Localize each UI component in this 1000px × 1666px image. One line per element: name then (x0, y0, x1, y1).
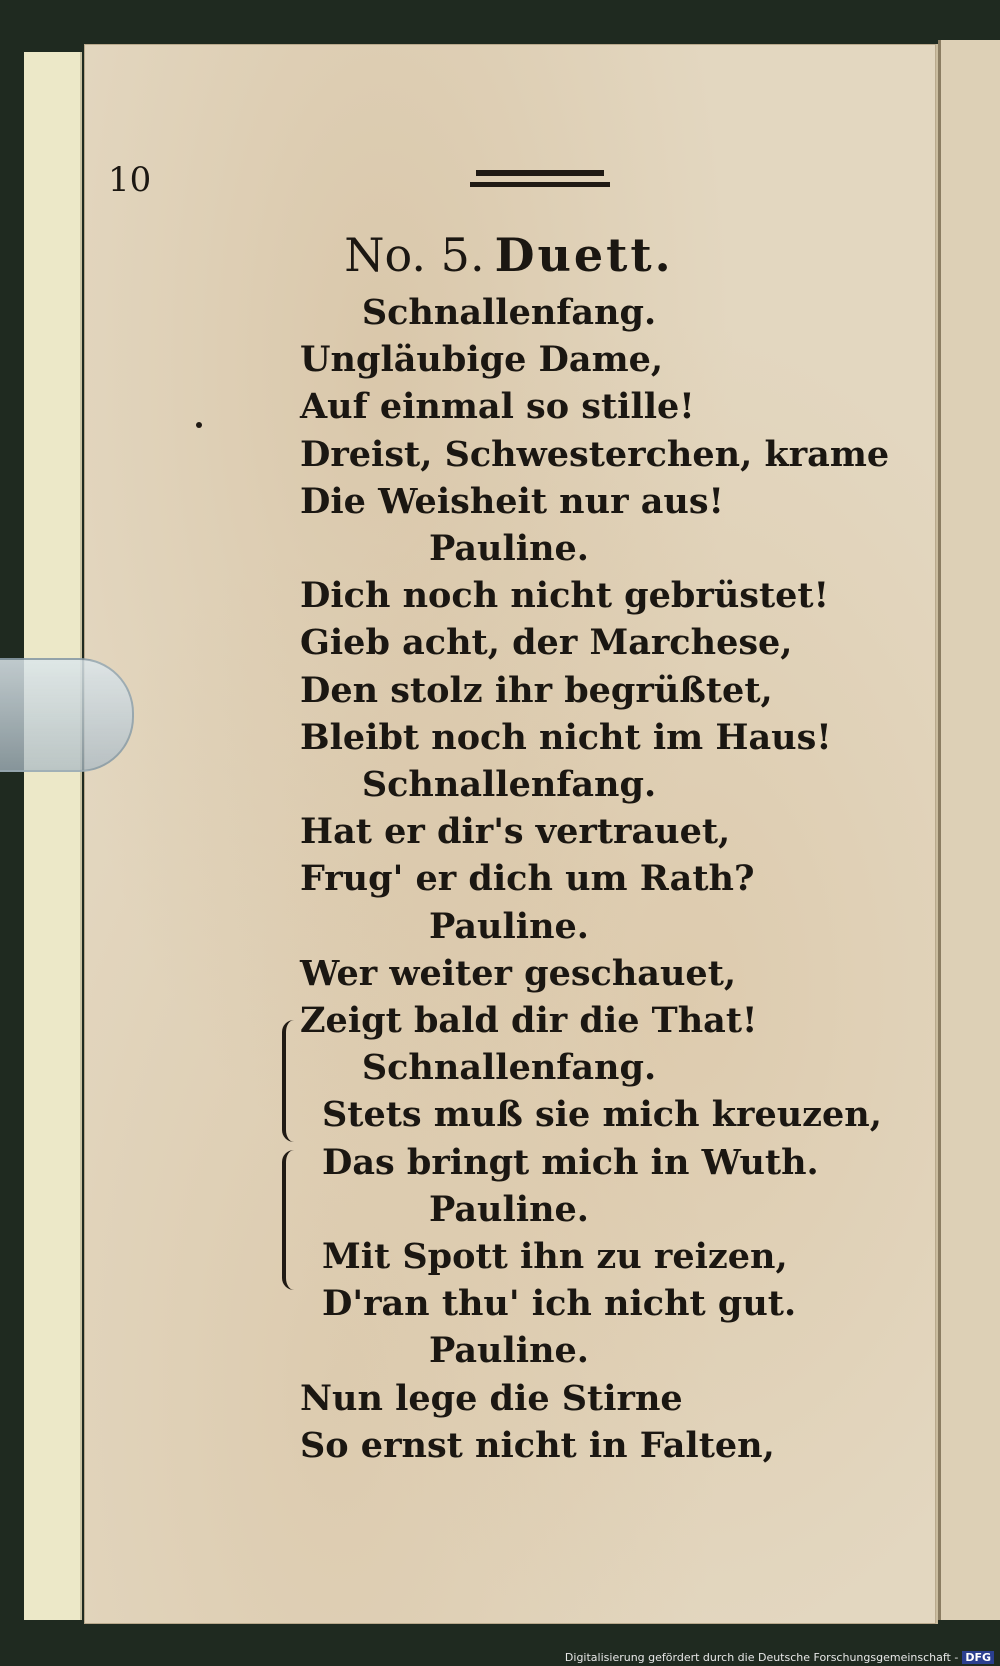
section-title (84, 228, 934, 282)
speaker-label: Pauline. (429, 1188, 589, 1230)
speaker-label: Schnallenfang. (361, 764, 657, 805)
verse-line: Dich noch nicht gebrüstet! (300, 575, 829, 617)
speaker-label: Pauline. (429, 1330, 589, 1372)
footer-text: Digitalisierung gefördert durch die Deutsche Forschungsgemeinschaft - (564, 1651, 959, 1664)
verse-line: Ungläubige Dame, (300, 339, 664, 381)
stray-mark (196, 422, 202, 428)
page-clip (0, 658, 134, 772)
dfg-logo: DFG (962, 1651, 994, 1664)
verse-line: Frug' er dich um Rath? (300, 858, 755, 900)
speaker-label: Pauline. (429, 905, 589, 947)
verse-line: Nun lege die Stirne (300, 1377, 683, 1419)
verse-line: Das bringt mich in Wuth. (322, 1141, 819, 1183)
verse-line: D'ran thu' ich nicht gut. (322, 1283, 797, 1325)
next-page-edge (938, 40, 1000, 1620)
page-number: 10 (108, 160, 152, 200)
verse-line: Mit Spott ihn zu reizen, (322, 1236, 788, 1277)
speaker-label: Schnallenfang. (361, 292, 657, 333)
verse-line: Zeigt bald dir die That! (300, 1000, 758, 1041)
title-word: Duett. (494, 228, 674, 282)
brace-left-upper (282, 1020, 306, 1142)
brace-left-lower (282, 1150, 306, 1290)
verse-line: Bleibt noch nicht im Haus! (300, 716, 832, 758)
verse-line: So ernst nicht in Falten, (300, 1424, 775, 1466)
digitization-footer (565, 1651, 994, 1664)
verse-line: Dreist, Schwesterchen, krame (300, 433, 890, 475)
title-number: No. 5. (344, 228, 485, 282)
verse-line: Die Weisheit nur aus! (300, 480, 724, 522)
speaker-label: Pauline. (429, 528, 589, 569)
previous-page-edge (24, 52, 82, 1620)
verse-line: Den stolz ihr begrüßtet, (300, 669, 773, 711)
verse-line: Auf einmal so stille! (300, 386, 695, 428)
verse-line: Gieb acht, der Marchese, (300, 622, 793, 664)
verse-line: Wer weiter geschauet, (300, 952, 737, 994)
verse-line: Hat er dir's vertrauet, (300, 811, 731, 853)
verse-line: Stets muß sie mich kreuzen, (322, 1094, 882, 1136)
speaker-label: Schnallenfang. (361, 1047, 657, 1089)
header-ornament (470, 170, 610, 192)
